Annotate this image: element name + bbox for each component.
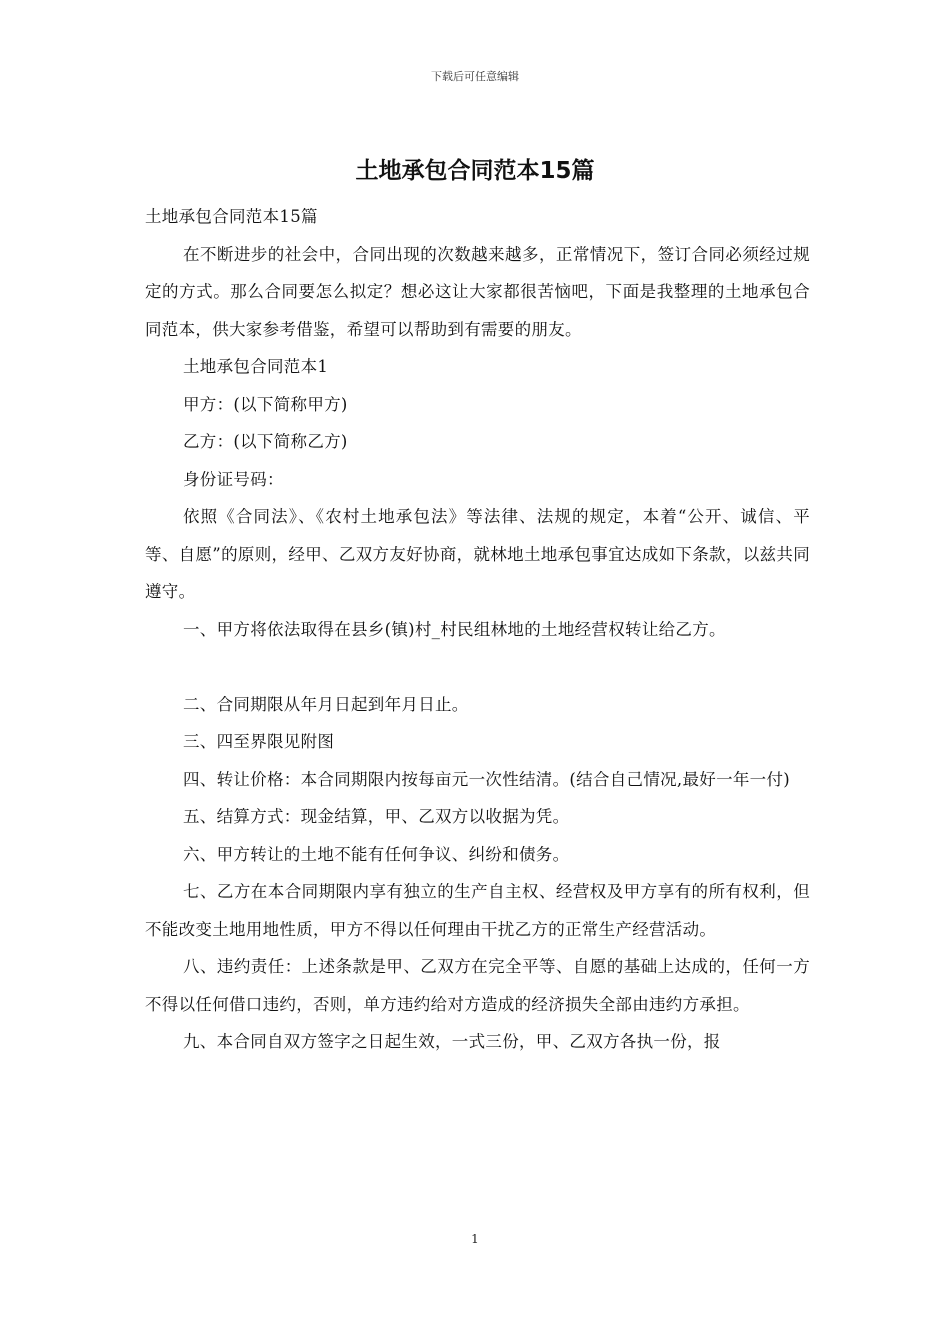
document-body (145, 198, 810, 1061)
blank-line (145, 648, 810, 686)
document-title: 土地承包合同范本15篇 (355, 158, 595, 184)
party-a-line: 甲方：(以下简称甲方) (183, 394, 348, 414)
legal-basis-paragraph: 依照《合同法》、《农村土地承包法》等法律、法规的规定，本着“公开、诚信、平等、自愿”的原则，经甲、乙双方友好协商，就林地土地承包事宜达成如下条款，以兹共同遵守。 (145, 507, 810, 601)
clause-7: 七、乙方在本合同期限内享有独立的生产自主权、经营权及甲方享有的所有权利，但不能改变土地用地性质，甲方不得以任何理由干扰乙方的正常生产经营活动。 (145, 882, 810, 939)
subtitle-paragraph: 土地承包合同范本15篇 (145, 207, 318, 226)
clause-1: 一、甲方将依法取得在县乡(镇)村_村民组林地的土地经营权转让给乙方。 (183, 619, 726, 639)
page-number: 1 (471, 1232, 479, 1246)
party-b-line: 乙方：(以下简称乙方) (183, 432, 348, 451)
section-heading: 土地承包合同范本1 (183, 357, 329, 376)
intro-paragraph: 在不断进步的社会中，合同出现的次数越来越多，正常情况下，签订合同必须经过规定的方式。那么合同要怎么拟定？想必这让大家都很苦恼吧，下面是我整理的土地承包合同范本，供大家参考借鉴，希望可以帮助到有需要的朋友。 (145, 244, 810, 339)
clause-9: 九、本合同自双方签字之日起生效，一式三份，甲、乙双方各执一份，报 (183, 1032, 721, 1051)
clause-2: 二、合同期限从年月日起到年月日止。 (183, 694, 469, 714)
clause-3: 三、四至界限见附图 (183, 732, 335, 751)
page-header: 下载后可任意编辑 (431, 70, 519, 83)
id-number-line: 身份证号码： (183, 469, 284, 489)
clause-5: 五、结算方式：现金结算，甲、乙双方以收据为凭。 (183, 807, 570, 826)
clause-8: 八、违约责任：上述条款是甲、乙双方在完全平等、自愿的基础上达成的，任何一方不得以任何借口违约，否则，单方违约给对方造成的经济损失全部由违约方承担。 (145, 957, 810, 1014)
clause-6: 六、甲方转让的土地不能有任何争议、纠纷和债务。 (183, 844, 570, 864)
clause-4: 四、转让价格：本合同期限内按每亩元一次性结清。(结合自己情况,最好一年一付) (183, 769, 791, 789)
